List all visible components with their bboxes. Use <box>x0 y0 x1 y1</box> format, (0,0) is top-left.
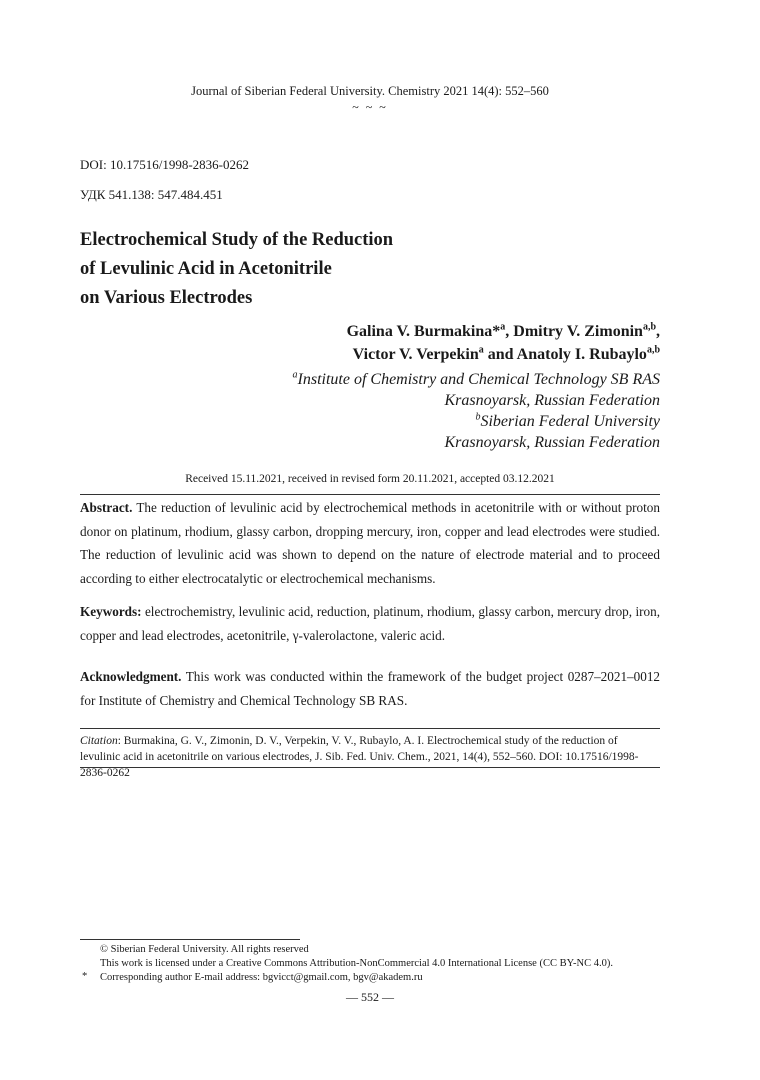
acknowledgment <box>80 665 660 712</box>
author-name: , Dmitry V. Zimonin <box>505 323 643 340</box>
page-number: — 552 — <box>346 990 394 1004</box>
copyright-footnote: © Siberian Federal University. All rights reserved <box>100 944 309 955</box>
title-line-1: Electrochemical Study of the Reduction <box>80 230 394 250</box>
author-list <box>347 320 660 366</box>
corresponding-footnote: Corresponding author E-mail address: bgvicct@gmail.com, bgv@akadem.ru <box>100 972 423 983</box>
author-sup: a,b <box>642 321 656 333</box>
title-line-2: of Levulinic Acid in Acetonitrile <box>80 259 332 279</box>
header-ornament: ~ ~ ~ <box>352 100 388 114</box>
license-footnote: This work is licensed under a Creative Commons Attribution-NonCommercial 4.0 International License (CC BY-NC 4.0). <box>100 958 613 969</box>
citation-label: Citation <box>80 735 118 747</box>
author-name: and Anatoly I. Rubaylo <box>483 346 647 363</box>
author-name: Galina V. Burmakina* <box>346 323 501 340</box>
divider <box>80 728 660 729</box>
affiliation-city: Krasnoyarsk, Russian Federation <box>444 392 660 409</box>
title-line-3: on Various Electrodes <box>80 288 253 308</box>
received-dates: Received 15.11.2021, received in revised form 20.11.2021, accepted 03.12.2021 <box>185 473 555 485</box>
author-line-1 <box>347 320 660 343</box>
affiliation-city: Krasnoyarsk, Russian Federation <box>444 434 660 451</box>
author-line-2 <box>347 343 660 366</box>
abstract-label: Abstract. <box>80 500 133 515</box>
affiliation-institute: Siberian Federal University <box>480 413 660 430</box>
acknowledgment-text: This work was conducted within the framework of the budget project 0287–2021–0012 for Institute of Chemistry and Chemical Technology SB RAS. <box>80 669 661 708</box>
affiliation-sup: b <box>475 411 481 423</box>
affiliation-institute: Institute of Chemistry and Chemical Technology SB RAS <box>297 371 660 388</box>
author-sup: a <box>478 344 484 356</box>
footnote-divider <box>80 939 300 940</box>
divider <box>80 767 660 768</box>
keywords-label: Keywords: <box>80 604 142 619</box>
divider <box>80 494 660 495</box>
citation-text: : Burmakina, G. V., Zimonin, D. V., Verpekin, V. V., Rubaylo, A. I. Electrochemical study of the reduction of levulinic acid in acetonitrile on various electrodes, J. Sib. Fed. Univ. Chem., 2021, 14(4), 552–560. DOI: 10.17516/1998-2836-0262 <box>80 735 639 779</box>
keywords-text: electrochemistry, levulinic acid, reduction, platinum, rhodium, glassy carbon, mercury drop, iron, copper and lead electrodes, acetonitrile, γ-valerolactone, valeric acid. <box>80 604 661 643</box>
affiliations <box>293 369 660 453</box>
udk-code: УДК 541.138: 547.484.451 <box>80 187 223 202</box>
keywords <box>80 600 660 647</box>
citation <box>80 733 660 781</box>
abstract-text: The reduction of levulinic acid by electrochemical methods in acetonitrile with or without proton donor on platinum, rhodium, glassy carbon, dropping mercury, iron, copper and lead electrodes were studied. The reduction of levulinic acid was shown to depend on the nature of electrode material and to proceed according to either electrocatalytic or electrochemical mechanisms. <box>80 500 660 586</box>
doi: DOI: 10.17516/1998-2836-0262 <box>80 157 249 172</box>
affiliation-b <box>293 411 660 432</box>
affiliation-sup: a <box>292 369 298 381</box>
acknowledgment-label: Acknowledgment. <box>80 669 182 684</box>
author-separator: , <box>656 323 660 340</box>
author-sup: a,b <box>646 344 660 356</box>
paper-title <box>80 226 393 313</box>
journal-header: Journal of Siberian Federal University. Chemistry 2021 14(4): 552–560 <box>191 84 549 98</box>
author-name: Victor V. Verpekin <box>352 346 479 363</box>
abstract <box>80 496 660 590</box>
footnote-star: * <box>82 971 88 982</box>
affiliation-a <box>293 369 660 390</box>
author-sup: a <box>500 321 506 333</box>
